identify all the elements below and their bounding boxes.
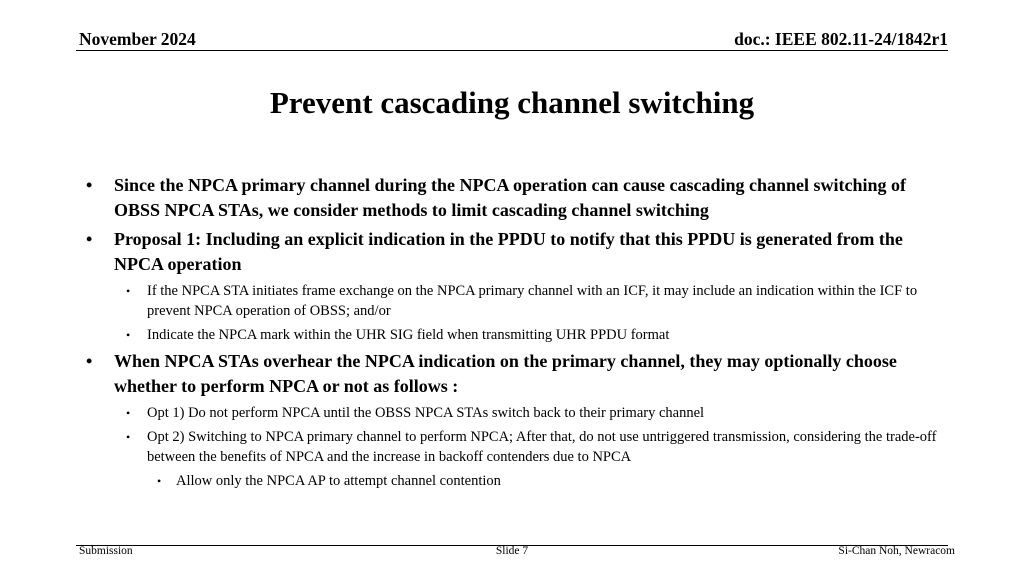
sub-bullet-text: Indicate the NPCA mark within the UHR SIG field when transmitting UHR PPDU format [147,327,670,343]
slide-title: Prevent cascading channel switching [269,85,755,120]
slide-body [84,173,944,495]
sub-bullet-icon: • [126,430,131,444]
sub-bullet-item [114,427,944,467]
header-doc-id: doc.: IEEE 802.11-24/1842r1 [734,29,948,49]
header-date: November 2024 [79,29,196,49]
sub-bullet-icon: • [126,406,131,420]
sub-sub-bullet-text: Allow only the NPCA AP to attempt channel contention [176,473,501,489]
sub-bullet-list [114,281,944,345]
bullet-list [84,173,944,491]
bullet-icon: • [86,175,93,195]
bullet-text: Since the NPCA primary channel during the NPCA operation can cause cascading channel switching of OBSS NPCA STAs, we consider methods to limit cascading channel switching [114,175,907,220]
bullet-item [84,173,944,223]
sub-bullet-item [114,403,944,423]
header-divider [76,50,948,51]
footer-submission: Submission [79,545,133,557]
bullet-item [84,349,944,491]
footer-slide-number: Slide 7 [495,545,529,557]
sub-sub-bullet-list [114,471,944,491]
sub-bullet-text: If the NPCA STA initiates frame exchange on the NPCA primary channel with an ICF, it may include an indication within the ICF to prevent NPCA operation of OBSS; and/or [147,283,918,319]
bullet-text: Proposal 1: Including an explicit indication in the PPDU to notify that this PPDU is generated from the NPCA operation [114,229,903,274]
footer-author: Si-Chan Noh, Newracom [838,545,955,557]
bullet-icon: • [86,351,93,371]
bullet-text: When NPCA STAs overhear the NPCA indication on the primary channel, they may optionally choose whether to perform NPCA or not as follows : [114,351,897,396]
sub-bullet-list [114,403,944,467]
sub-bullet-icon: • [126,328,131,342]
sub-bullet-item [114,325,944,345]
bullet-item [84,227,944,345]
sub-bullet-text: Opt 1) Do not perform NPCA until the OBSS NPCA STAs switch back to their primary channel [147,405,705,421]
sub-bullet-item [114,281,944,321]
sub-bullet-icon: • [126,284,131,298]
sub-sub-bullet-icon: • [157,474,162,488]
bullet-icon: • [86,229,93,249]
sub-sub-bullet-item [114,471,944,491]
sub-bullet-text: Opt 2) Switching to NPCA primary channel to perform NPCA; After that, do not use untriggered transmission, considering the trade-off between the benefits of NPCA and the increase in backoff contenders due to NPCA [147,429,937,465]
